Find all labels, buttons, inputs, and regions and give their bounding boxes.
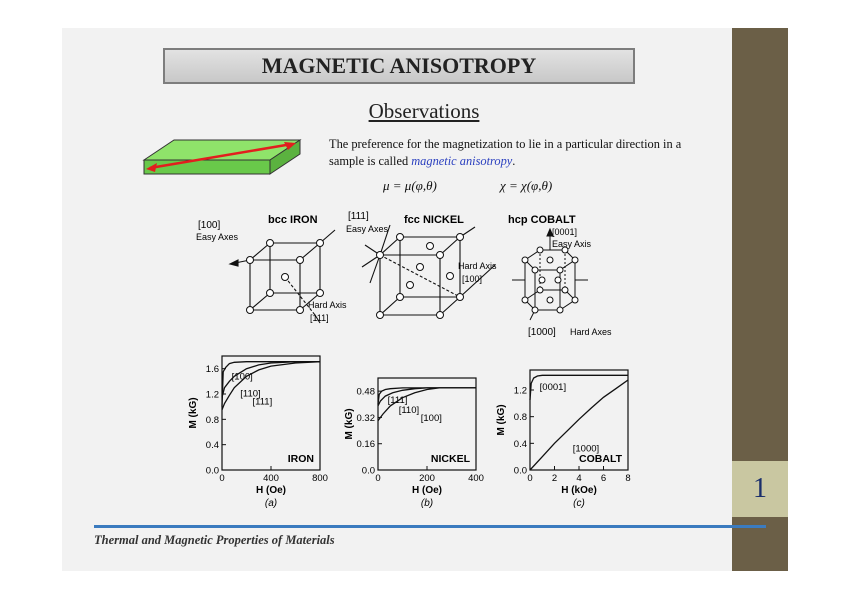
x-axis-label: H (kOe) xyxy=(561,485,597,496)
x-tick-label: 800 xyxy=(312,473,328,484)
slab-illustration xyxy=(140,132,310,182)
description-text: The preference for the magnetization to lie in a particular direction in a sample is called xyxy=(329,137,682,168)
chart-caption: (b) xyxy=(420,498,434,509)
x-tick-label: 4 xyxy=(576,473,582,484)
page-number: 1 xyxy=(732,461,788,517)
y-tick-label: 0.8 xyxy=(205,414,219,426)
x-tick-label: 200 xyxy=(419,473,435,484)
y-tick-label: 0.16 xyxy=(356,439,375,451)
x-axis-label: H (Oe) xyxy=(412,485,442,496)
series-label: [0001] xyxy=(539,382,567,393)
y-tick-label: 0.4 xyxy=(513,438,527,450)
y-tick-label: 0.8 xyxy=(513,412,527,424)
x-tick-label: 0 xyxy=(375,473,381,484)
nickel-crystal-name: fcc NICKEL xyxy=(404,214,464,226)
description: The preference for the magnetization to lie in a particular direction in a sample is called magnetic anisotropy. xyxy=(329,137,682,168)
y-axis-label: M (kG) xyxy=(188,397,199,429)
series-label: [110] xyxy=(240,388,261,400)
y-tick-label: 0.0 xyxy=(513,465,527,477)
slide-title: MAGNETIC ANISOTROPY xyxy=(163,48,635,84)
y-axis-label: M (kG) xyxy=(496,404,507,436)
chart-caption: (c) xyxy=(573,498,585,509)
iron-easy-dir: [100] xyxy=(198,220,221,231)
footer-divider xyxy=(94,525,766,528)
footer-text: Thermal and Magnetic Properties of Materials xyxy=(94,533,335,547)
iron-hard-dir: [111] xyxy=(310,313,329,323)
series-label: [111] xyxy=(252,396,273,408)
material-label: IRON xyxy=(287,453,314,465)
material-label: COBALT xyxy=(579,453,622,465)
series-label: [1000] xyxy=(572,443,600,455)
x-tick-label: 400 xyxy=(468,473,484,484)
series-label: [100] xyxy=(420,412,442,424)
anisotropy-term: magnetic anisotropy xyxy=(411,154,513,168)
iron-crystal-name: bcc IRON xyxy=(268,214,318,226)
cobalt-crystal-name: hcp COBALT xyxy=(508,214,576,226)
x-tick-label: 0 xyxy=(219,473,225,484)
series-label: [100] xyxy=(231,371,253,383)
slide-subtitle: Observations xyxy=(368,99,480,123)
y-tick-label: 0.0 xyxy=(205,465,219,477)
cobalt-hard-dir: [1000] xyxy=(528,327,556,338)
cobalt-easy-dir: [0001] xyxy=(552,227,578,237)
y-tick-label: 0.32 xyxy=(356,412,375,424)
nickel-easy-label: Easy Axes xyxy=(346,224,389,234)
nickel-easy-dir: [111] xyxy=(348,211,369,222)
x-tick-label: 6 xyxy=(600,473,607,484)
x-tick-label: 0 xyxy=(527,473,533,484)
iron-easy-label: Easy Axes xyxy=(196,232,239,242)
y-axis-label: M (kG) xyxy=(344,408,355,440)
y-tick-label: 1.2 xyxy=(205,389,219,401)
y-tick-label: 0.4 xyxy=(205,440,219,452)
chi-equation: χ = χ(φ,θ) xyxy=(500,178,553,193)
cobalt-easy-label: Easy Axis xyxy=(552,239,592,249)
magnetization-curves xyxy=(190,350,650,525)
nickel-hard-dir: [100] xyxy=(462,274,483,284)
cobalt-hard-label: Hard Axes xyxy=(570,327,612,337)
chart-caption: (a) xyxy=(264,498,278,509)
iron-hard-label: Hard Axis xyxy=(308,300,347,310)
series-label: [110] xyxy=(398,404,420,416)
y-tick-label: 1.6 xyxy=(205,364,219,376)
nickel-hard-label: Hard Axis xyxy=(458,261,497,271)
x-tick-label: 400 xyxy=(263,473,279,484)
crystal-figures xyxy=(190,205,630,345)
x-tick-label: 2 xyxy=(551,473,558,484)
y-tick-label: 0.0 xyxy=(361,465,375,477)
x-axis-label: H (Oe) xyxy=(256,485,286,496)
series-label: [111] xyxy=(387,395,408,407)
material-label: NICKEL xyxy=(430,453,470,465)
x-tick-label: 8 xyxy=(625,473,631,484)
y-tick-label: 0.48 xyxy=(356,386,375,398)
mu-equation: μ = μ(φ,θ) xyxy=(383,178,437,193)
y-tick-label: 1.2 xyxy=(513,385,527,397)
